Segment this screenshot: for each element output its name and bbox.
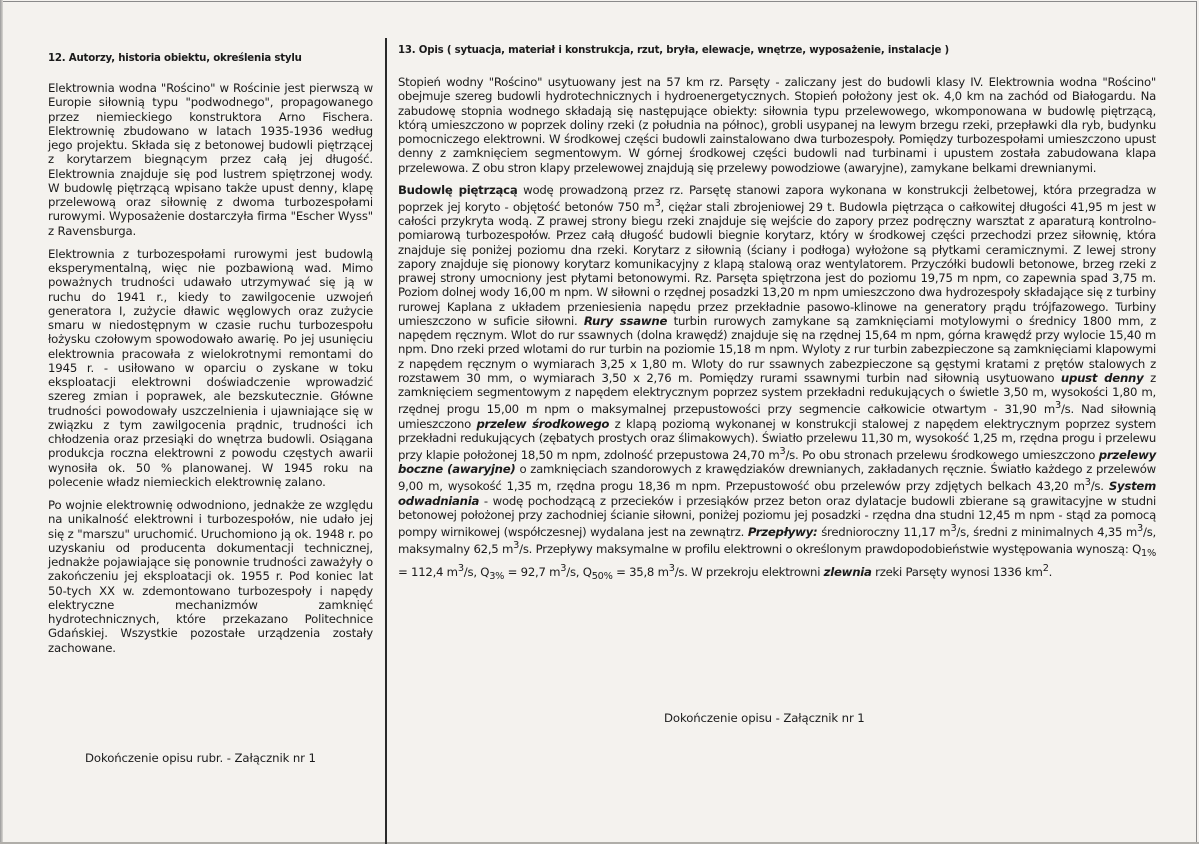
kw-budowle-pietrzaca: Budowlę piętrzącą bbox=[398, 182, 518, 197]
history-paragraph: Po wojnie elektrownię odwodniono, jednakże ze względu na unikalność elektrowni i turbozespołów, nie udało jej się z "marszu" uruchomić. Uruchomiono ją ok. 1948 r. po uzyskaniu od producenta dokumentacji technicznej, jednakże pojawiające się ponownie trudności zaważyły o zakończeniu jej eksploatacji ok. 1955 r. Pod koniec lat 50-tych XX w. zdemontowano turbozespoły i napędy elektryczne mechanizmów zamknięć hydrotechnicznych, które przekazano Politechnice Gdańskiej. Wszystkie pozostałe urządzenia zostały zachowane. bbox=[48, 498, 373, 655]
kw-zlewnia: zlewnia bbox=[823, 564, 872, 579]
section-12-heading: 12. Autorzy, historia obiektu, określenia stylu bbox=[48, 53, 302, 64]
section-12-authors-history bbox=[48, 53, 373, 664]
kw-przelewy-boczne: przelewy boczne (awaryjne) bbox=[398, 447, 1156, 477]
description-paragraph-structure: Budowlę piętrzącą wodę prowadzoną przez rz. Parsętę stanowi zapora wykonana w konstrukcji żelbetowej, która przegradza w poprzek jej koryto - objętość betonów 750 $m^3$, ciężar stali zbrojeniowej 29 t. Budowla piętrząca o całkowitej długości 41,95 m jest w całości przykryta wodą. Z prawej strony biegu rzeki znajduje się wejście do zapory przez podręczny warsztat z aparaturą kontrolno-pomiarową turbozespołów. Przez całą długość budowli biegnie korytarz, który w środkowej części przechodzi przez siłownię, która znajduje się poniżej poziomu dna rzeki. Korytarz z siłownią (ściany i podłoga) wyłożone są płytkami ceramicznymi. Z lewej strony zapory znajduje się pionowy korytarz komunikacyjny z klapą stalową oraz wentylatorem. Przyczółki budowli betonowe, brzeg rzeki z prawej strony umocniony jest płytami betonowymi. Rz. Parsęta spiętrzona jest do poziomu 19,75 m npm, co zapewnia spad 3,75 m. Poziom dolnej wody 16,00 m npm. W siłowni o rzędnej posadzki 13,20 m npm umieszczono dwa hydrozespoły składające się z turbiny rurowej Kaplana z układem przeniesienia napędu przez przekładnie pasowo-klinowe na generatory prądu trójfazowego. Turbiny umieszczono w suficie siłowni. Rury ssawne turbin rurowych zamykane są zamknięciami motylowymi o średnicy 1800 mm, z napędem ręcznym. Wlot do rur ssawnych (dolna krawędź) znajduje się na rzędnej 15,64 m npm, górna krawędź przy wylocie 15,40 m npm. Dno rzeki przed wlotami do rur turbin na poziomie 15,18 m npm. Wyloty z rur turbin zabezpieczone są zamknięciami klapowymi z napędem ręcznym o wymiarach 3,25 x 1,80 m. Wloty do rur ssawnych zabezpieczone są gęstymi kratami z prętów stalowych z rozstawem 30 mm, o wymiarach 3,50 x 2,76 m. Pomiędzy rurami ssawnymi turbin nad siłownią usytuowano upust denny z zamknięciem segmentowym z napędem elektrycznym poprzez system przekładni redukujących o świetle 3,50 m, wysokości 1,80 m, rzędnej progu 15,00 m npm o maksymalnej przepustowości przy segmencie całkowicie otwartym - 31,90 $m^3/s$. Nad siłownią umieszczono przelew środkowego z klapą poziomą wykonanej w konstrukcji stalowej z napędem elektrycznym poprzez system przekładni redukujących (zębatych prostych oraz ślimakowych). Światło przelewu 11,30 m, wysokość 1,25 m, rzędna progu i przelewu przy klapie położonej 18,50 m npm, zdolność przepustowa 24,70 $m^3/s$. Po obu stronach przelewu środkowego umieszczono przelewy boczne (awaryjne) o zamknięciach szandorowych z krawędziaków drewnianych, zakładanych ręcznie. Światło każdego z przelewów 9,00 m, wysokość 1,35 m, rzędna progu 18,36 m npm. Przepustowość obu przelewów przy zdjętych belkach 43,20 $m^3/s$. System odwadniania - wodę pochodzącą z przecieków i przesiąków przez beton oraz dylatacje budowli zbierane są grawitacyjne w studni betonowej położonej przy zachodniej ścianie siłowni, poniżej poziomu jej posadzki - rzędna dna studni 12,45 m npm - stąd za pomocą pompy wirnikowej (współczesnej) wydalana jest na zewnątrz. Przepływy: średnioroczny 11,17 $m^3/s$, średni z minimalnych 4,35 $m^3/s$, maksymalny 62,5 $m^3/s$. Przepływy maksymalne w profilu elektrowni o określonym prawdopodobieństwie występowania wynoszą: $Q_{1\%} = 112,4$ $m^3/s$, $Q_{3\%} = 92,7$ $m^3/s$, $Q_{50\%} = 35,8$ $m^3/s$. W przekroju elektrowni zlewnia rzeki Parsęty wynosi 1336 $km^2$. bbox=[398, 182, 1157, 582]
column-divider bbox=[385, 38, 387, 844]
history-paragraph: Elektrownia z turbozespołami rurowymi jest budowlą eksperymentalną, więc nie pozbawioną wad. Mimo poważnych trudności udawało utrzymywać się ją w ruchu do 1941 r., kiedy to zawilgocenie uzwojeń generatora I, zużycie dławic węglowych oraz zużycie smaru w niedostępnym w czasie ruchu turbozespołu łożysku czołowym spowodowało awarię. Po jej usunięciu elektrownia pracowała z wielokrotnymi remontami do 1945 r. - usiłowano w oparciu o zyskane w toku eksploatacji elektrowni doświadczenie wprowadzić szereg zmian i poprawek, ale bezskutecznie. Główne trudności powodowały uszczelnienia i ujawniające się w związku z tym zawilgocenia prądnic, trudności ich chłodzenia oraz przesiąki do wnętrza budowli. Osiągana produkcja roczna elektrowni z powodu częstych awarii wynosiła ok. 50 % planowanej. W 1945 roku na polecenie władz niemieckich elektrownię zalano. bbox=[48, 246, 373, 489]
kw-rury-ssawne: Rury ssawne bbox=[583, 313, 668, 328]
section-13-heading: 13. Opis ( sytuacja, materiał i konstrukcja, rzut, bryła, elewacje, wnętrze, wyposażenie, instalacje ) bbox=[398, 45, 950, 56]
description-paragraph-site: Stopień wodny "Rościno" usytuowany jest na 57 km rz. Parsęty - zaliczany jest do budowli klasy IV. Elektrownia wodna "Rościno" obejmuje szereg budowli hydrotechnicznych i hydroenergetycznych. Stopień położony jest ok. 4,0 km na zachód od Białogardu. Na zabudowę stopnia wodnego składają się następujące obiekty: siłownia typu przelewowego, wkomponowana w budowlę piętrzącą, którą umieszczono w poprzek doliny rzeki (z południa na północ), grobli usypanej na lewym brzegu rzeki, przepławki dla ryb, budynku pomocniczego elektrowni. W środkowej części budowli zainstalowano dwa turbozespoły. Pomiędzy turbozespołami umieszczono upust denny z zamknięciem segmentowym. W górnej środkowej części budowli nad turbinami i upustem została zabudowana klapa przelewowa. Z obu stron klapy przelewowej znajdują się przelewy powodziowe (awaryjne), zamykane belkami drewnianymi. bbox=[398, 75, 1156, 175]
section-13-continuation-note: Dokończenie opisu - Załącznik nr 1 bbox=[664, 711, 865, 725]
section-13-description bbox=[398, 45, 1156, 592]
kw-przelew-srodkowy: przelew środkowego bbox=[476, 416, 610, 431]
kw-upust-denny: upust denny bbox=[1060, 370, 1144, 385]
scan-edge-left bbox=[0, 0, 3, 844]
history-paragraph: Elektrownia wodna "Rościno" w Rościnie jest pierwszą w Europie siłownią typu "podwodnego", propagowanego przez niemieckiego konstruktora Arno Fischera. Elektrownię zbudowano w latach 1935-1936 według jego projektu. Składa się z betonowej budowli piętrzącej z korytarzem biegnącym przez całą jej długość. Elektrownia znajduje się pod lustrem spiętrzonej wody. W budowlę piętrzącą wpisano także upust denny, klapę przelewową oraz siłownię z dwoma turbozespołami rurowymi. Wyposażenie dostarczyła firma "Escher Wyss" z Ravensburga. bbox=[48, 81, 373, 238]
kw-przeplywy: Przepływy: bbox=[747, 524, 818, 539]
section-12-continuation-note: Dokończenie opisu rubr. - Załącznik nr 1 bbox=[85, 751, 316, 765]
kw-system-odwadniania: System odwadniania bbox=[398, 479, 1157, 508]
